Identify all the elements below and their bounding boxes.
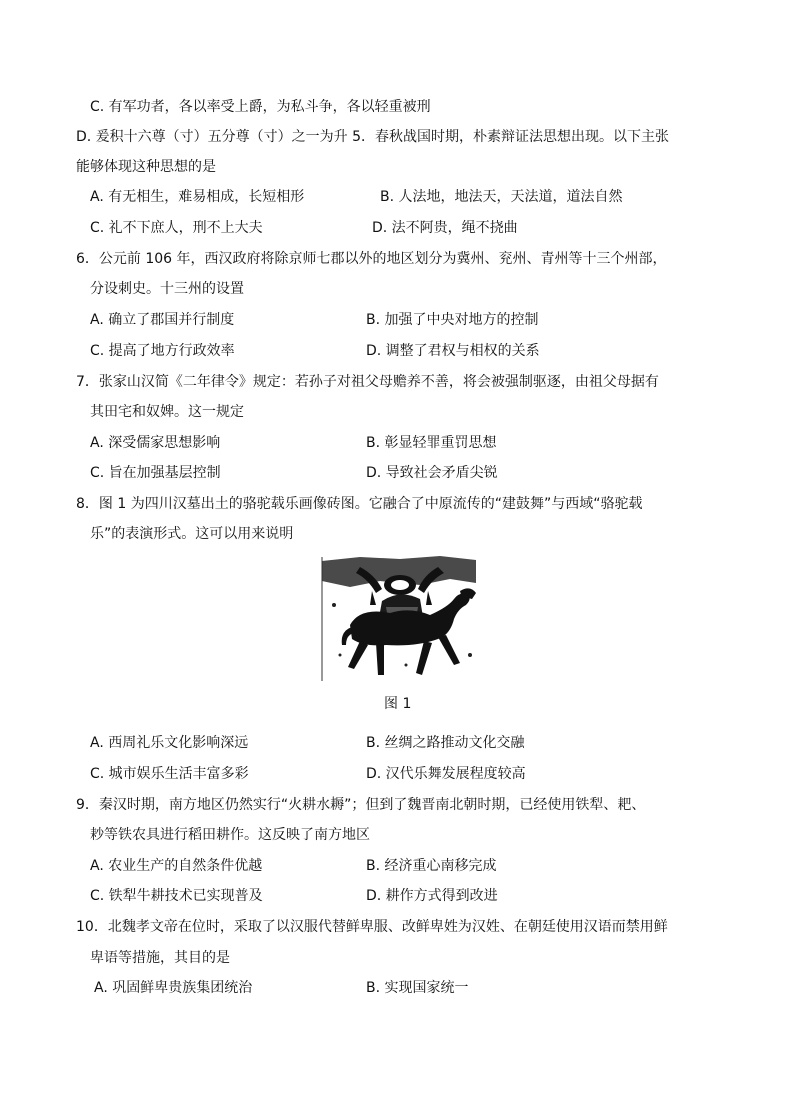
figure-caption: 图 1 (384, 696, 412, 712)
q8-stem-line1: 8．图 1 为四川汉墓出土的骆驼载乐画像砖图。它融合了中原流传的“建鼓舞”与西域“骆驼载 (76, 496, 643, 512)
q8-option-d: D. 汉代乐舞发展程度较高 (366, 766, 526, 782)
q6-stem-line1: 6．公元前 106 年，西汉政府将除京师七郡以外的地区划分为冀州、兖州、青州等十三个州部， (76, 251, 667, 267)
q5-option-c: C. 礼不下庶人，刑不上大夫 (90, 220, 263, 236)
q7-option-b: B. 彰显轻罪重罚思想 (366, 435, 497, 451)
q5-option-a: A. 有无相生，难易相成，长短相形 (90, 189, 305, 205)
q6-option-c: C. 提高了地方行政效率 (90, 343, 235, 359)
q8-option-b: B. 丝绸之路推动文化交融 (366, 735, 525, 751)
q6-option-d: D. 调整了君权与相权的关系 (366, 343, 540, 359)
q8-option-c: C. 城市娱乐生活丰富多彩 (90, 766, 249, 782)
q6-option-a: A. 确立了郡国并行制度 (90, 312, 235, 328)
q5-stem-line2: 能够体现这种思想的是 (76, 159, 216, 175)
q9-option-c: C. 铁犁牛耕技术已实现普及 (90, 888, 263, 904)
q5-option-d: D. 法不阿贵，绳不挠曲 (372, 220, 518, 236)
q9-stem-line1: 9．秦汉时期，南方地区仍然实行“火耕水耨”；但到了魏晋南北朝时期，已经使用铁犁、耙、 (76, 797, 646, 813)
q9-stem-line2: 耖等铁农具进行稻田耕作。这反映了南方地区 (90, 827, 370, 843)
q9-option-d: D. 耕作方式得到改进 (366, 888, 498, 904)
q10-option-b: B. 实现国家统一 (366, 980, 469, 996)
q10-stem-line1: 10．北魏孝文帝在位时，采取了以汉服代替鲜卑服、改鲜卑姓为汉姓、在朝廷使用汉语而禁用鲜 (76, 919, 668, 935)
q10-option-a: A. 巩固鲜卑贵族集团统治 (94, 980, 253, 996)
q8-stem-line2: 乐”的表演形式。这可以用来说明 (90, 526, 294, 542)
q7-option-c: C. 旨在加强基层控制 (90, 465, 221, 481)
q7-option-d: D. 导致社会矛盾尖锐 (366, 465, 498, 481)
q7-stem-line2: 其田宅和奴婢。这一规定 (90, 404, 244, 420)
q9-option-b: B. 经济重心南移完成 (366, 858, 497, 874)
q6-stem-line2: 分设刺史。十三州的设置 (90, 281, 244, 297)
q9-option-a: A. 农业生产的自然条件优越 (90, 858, 263, 874)
option-d-and-q5-stem: D. 爰积十六尊（寸）五分尊（寸）之一为升 5．春秋战国时期，朴素辩证法思想出现。以下主张 (76, 129, 670, 145)
q6-option-b: B. 加强了中央对地方的控制 (366, 312, 539, 328)
q10-stem-line2: 卑语等措施，其目的是 (90, 950, 230, 966)
q7-option-a: A. 深受儒家思想影响 (90, 435, 221, 451)
camel-music-brick-image (320, 555, 478, 683)
option-c-line: C. 有军功者，各以率受上爵，为私斗争，各以轻重被刑 (90, 99, 431, 115)
q7-stem-line1: 7．张家山汉简《二年律令》规定：若孙子对祖父母赡养不善，将会被强制驱逐，由祖父母据有 (76, 374, 659, 390)
q5-option-b: B. 人法地，地法天，天法道，道法自然 (380, 189, 623, 205)
q8-option-a: A. 西周礼乐文化影响深远 (90, 735, 249, 751)
